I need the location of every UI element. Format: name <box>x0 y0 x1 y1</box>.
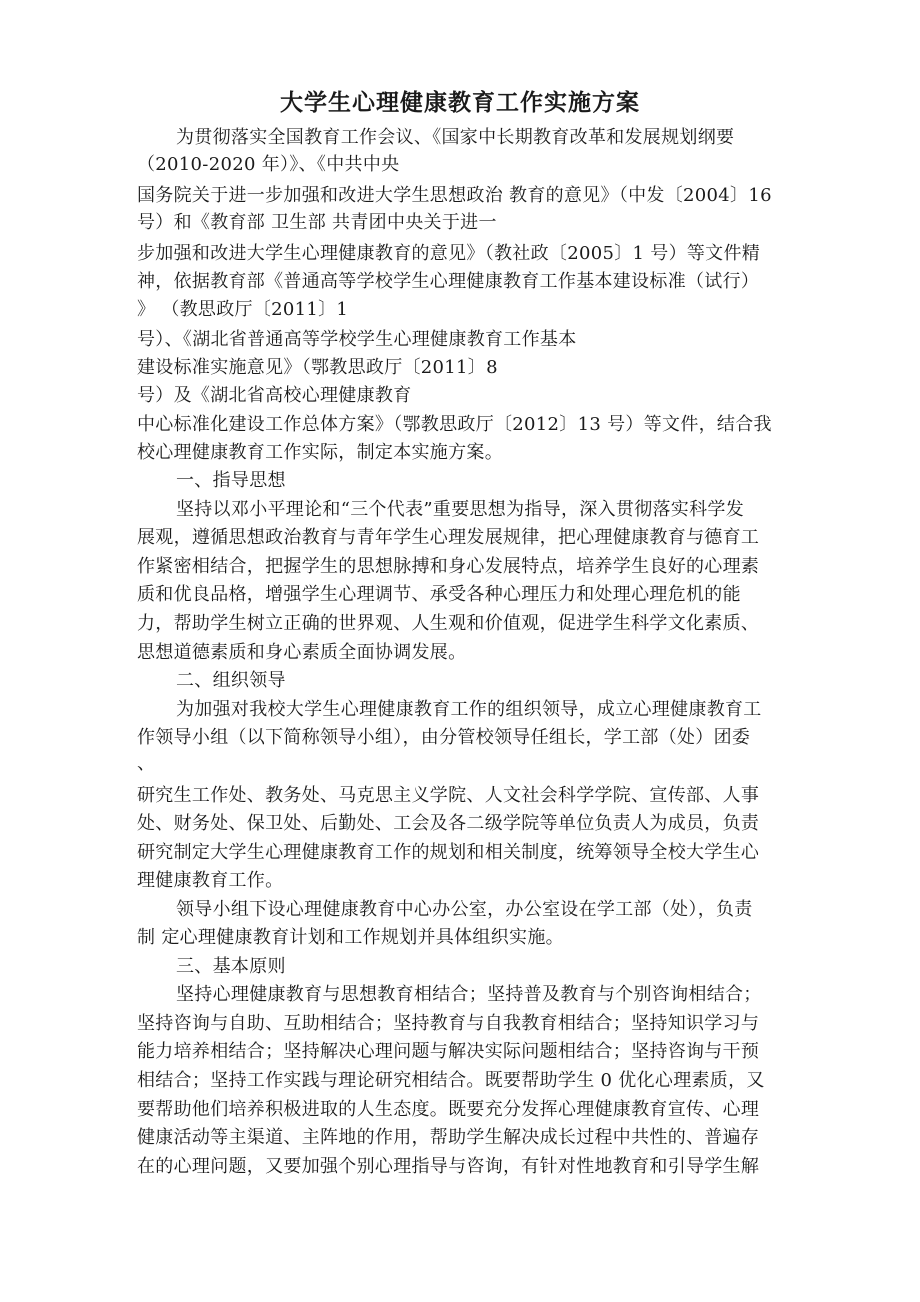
text-line: （2010-2020 年）》、《中共中央 <box>137 154 400 175</box>
text-line: 神，依据教育部《普通高等学校学生心理健康教育工作基本建设标准（试行） <box>137 271 760 292</box>
text-line: 、 <box>137 753 156 774</box>
text-line: 号）和《教育部 卫生部 共青团中央关于进一 <box>137 212 497 233</box>
text-line: 健康活动等主渠道、主阵地的作用，帮助学生解决成长过程中共性的、普遍存 <box>137 1127 760 1148</box>
text-line: 为加强对我校大学生心理健康教育工作的组织领导，成立心理健康教育工 <box>176 699 762 720</box>
text-line: 作领导小组（以下简称领导小组），由分管校领导任组长，学工部（处）团委 <box>137 727 751 748</box>
text-line: 为贯彻落实全国教育工作会议、《国家中长期教育改革和发展规划纲要 <box>176 127 735 148</box>
section-heading: 三、基本原则 <box>176 956 286 977</box>
text-line: 能力培养相结合；坚持解决心理问题与解决实际问题相结合；坚持咨询与干预 <box>137 1041 760 1062</box>
text-line: 要帮助他们培养积极进取的人生态度。既要充分发挥心理健康教育宣传、心理 <box>137 1099 760 1120</box>
text-line: 理健康教育工作。 <box>137 870 284 891</box>
text-line: 研究制定大学生心理健康教育工作的规划和相关制度，统筹领导全校大学生心 <box>137 842 760 863</box>
text-line: 处、财务处、保卫处、后勤处、工会及各二级学院等单位负责人为成员，负责 <box>137 813 760 834</box>
section-heading: 一、指导思想 <box>176 470 286 491</box>
text-line: 步加强和改进大学生心理健康教育的意见》（教社政〔2005〕1 号）等文件精 <box>137 243 761 264</box>
text-line: 号）及《湖北省高校心理健康教育 <box>137 385 412 406</box>
section-heading: 二、组织领导 <box>176 670 286 691</box>
text-line: 作紧密相结合，把握学生的思想脉搏和身心发展特点，培养学生良好的心理素 <box>137 556 760 577</box>
text-line: 领导小组下设心理健康教育中心办公室，办公室设在学工部（处），负责 <box>176 899 753 920</box>
text-line: 中心标准化建设工作总体方案》（鄂教思政厅〔2012〕13 号）等文件，结合我 <box>137 414 772 435</box>
text-line: 坚持咨询与自助、互助相结合；坚持教育与自我教育相结合；坚持知识学习与 <box>137 1013 760 1034</box>
text-line: 研究生工作处、教务处、马克思主义学院、人文社会科学学院、宣传部、人事 <box>137 785 760 806</box>
text-line: 思想道德素质和身心素质全面协调发展。 <box>137 642 467 663</box>
text-line: 号）、《湖北省普通高等学校学生心理健康教育工作基本 <box>137 329 577 350</box>
text-line: 相结合；坚持工作实践与理论研究相结合。既要帮助学生 0 优化心理素质，又 <box>137 1070 765 1091</box>
text-line: 校心理健康教育工作实际，制定本实施方案。 <box>137 442 503 463</box>
text-line: 力，帮助学生树立正确的世界观、人生观和价值观，促进学生科学文化素质、 <box>137 613 760 634</box>
text-line: 质和优良品格，增强学生心理调节、承受各种心理压力和处理心理危机的能 <box>137 584 741 605</box>
text-line: 展观，遵循思想政治教育与青年学生心理发展规律，把心理健康教育与德育工 <box>137 527 760 548</box>
text-line: 建设标准实施意见》（鄂教思政厅〔2011〕8 <box>137 357 498 378</box>
text-line: 制 定心理健康教育计划和工作规划并具体组织实施。 <box>137 927 564 948</box>
text-line: 在的心理问题，又要加强个别心理指导与咨询，有针对性地教育和引导学生解 <box>137 1156 760 1177</box>
document-title: 大学生心理健康教育工作实施方案 <box>280 90 640 116</box>
text-line: 国务院关于进一步加强和改进大学生思想政治 教育的意见》（中发〔2004〕16 <box>137 185 772 206</box>
text-line: 坚持以邓小平理论和“三个代表”重要思想为指导，深入贯彻落实科学发 <box>176 499 745 520</box>
text-line: 坚持心理健康教育与思想教育相结合；坚持普及教育与个别咨询相结合； <box>176 984 762 1005</box>
text-line: 》 （教思政厅〔2011〕1 <box>137 299 349 320</box>
